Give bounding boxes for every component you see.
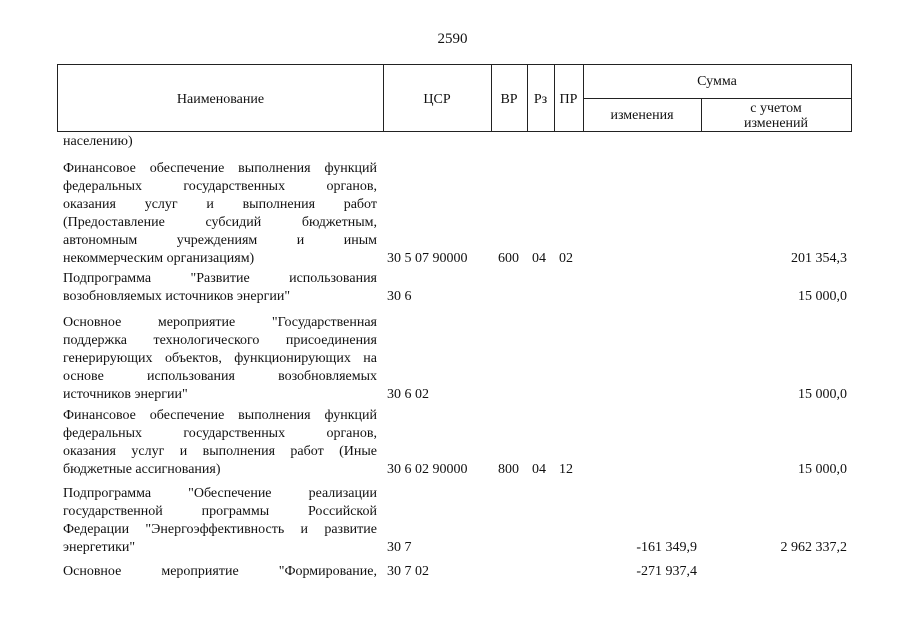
row-name-line: генерирующих объектов, функционирующих на: [63, 351, 377, 366]
row-changes: -161 349,9: [636, 540, 697, 555]
row-pr: 02: [559, 251, 573, 266]
row-name: [63, 563, 377, 581]
row-name: [63, 160, 377, 268]
row-name-line: основе использования возобновляемых: [63, 369, 377, 384]
row-name-line: автономным учреждениям и иным: [63, 233, 377, 248]
header-csr: ЦСР: [423, 91, 451, 107]
row-name-line: государственной программы Российской: [63, 504, 377, 519]
page-number: 2590: [437, 31, 468, 47]
row-name: [63, 314, 377, 404]
row-total: 2 962 337,2: [780, 540, 847, 555]
header-vr: ВР: [500, 91, 518, 107]
row-rz: 04: [532, 251, 546, 266]
row-name-line: Федерации "Энергоэффективность и развитие: [63, 522, 377, 537]
header-name: Наименование: [176, 91, 265, 107]
row-total: 15 000,0: [798, 289, 847, 304]
header-sum: Сумма: [697, 74, 737, 89]
row-total: 15 000,0: [798, 462, 847, 477]
row-name: [63, 485, 377, 557]
row-name-line: населению): [63, 134, 133, 149]
header-pr: ПР: [559, 91, 578, 107]
header-with-changes: с учетом изменений: [743, 100, 809, 131]
row-name-line: Подпрограмма "Обеспечение реализации: [63, 486, 377, 501]
row-name-line: источников энергии": [63, 387, 188, 402]
row-total: 15 000,0: [798, 387, 847, 402]
row-csr: 30 6 02: [387, 387, 429, 402]
row-name: [63, 133, 377, 151]
row-name-line: возобновляемых источников энергии": [63, 289, 291, 304]
row-name-line: оказания услуг и выполнения работ (Иные: [63, 444, 377, 459]
header-changes: изменения: [610, 108, 674, 123]
row-csr: 30 5 07 90000: [387, 251, 468, 266]
row-name-line: федеральных государственных органов,: [63, 426, 377, 441]
row-name: [63, 270, 377, 306]
row-pr: 12: [559, 462, 573, 477]
row-csr: 30 6: [387, 289, 412, 304]
row-name-line: бюджетные ассигнования): [63, 462, 221, 477]
row-name-line: поддержка технологического присоединения: [63, 333, 377, 348]
row-name-line: Финансовое обеспечение выполнения функций: [63, 161, 377, 176]
row-csr: 30 6 02 90000: [387, 462, 468, 477]
row-vr: 600: [498, 251, 519, 266]
row-vr: 800: [498, 462, 519, 477]
row-name-line: Основное мероприятие "Государственная: [63, 315, 377, 330]
row-total: 201 354,3: [791, 251, 847, 266]
row-name-line: некоммерческим организациям): [63, 251, 255, 266]
row-name-line: Финансовое обеспечение выполнения функций: [63, 408, 377, 423]
header-rz: Рз: [533, 91, 548, 107]
row-rz: 04: [532, 462, 546, 477]
row-name-line: Подпрограмма "Развитие использования: [63, 271, 377, 286]
row-csr: 30 7 02: [387, 564, 429, 579]
row-name-line: (Предоставление субсидий бюджетным,: [63, 215, 377, 230]
row-name-line: энергетики": [63, 540, 136, 555]
row-name-line: Основное мероприятие "Формирование,: [63, 564, 377, 579]
row-name-line: федеральных государственных органов,: [63, 179, 377, 194]
row-name: [63, 407, 377, 479]
row-csr: 30 7: [387, 540, 412, 555]
row-changes: -271 937,4: [636, 564, 697, 579]
row-name-line: оказания услуг и выполнения работ: [63, 197, 377, 212]
table-header: [57, 64, 852, 132]
